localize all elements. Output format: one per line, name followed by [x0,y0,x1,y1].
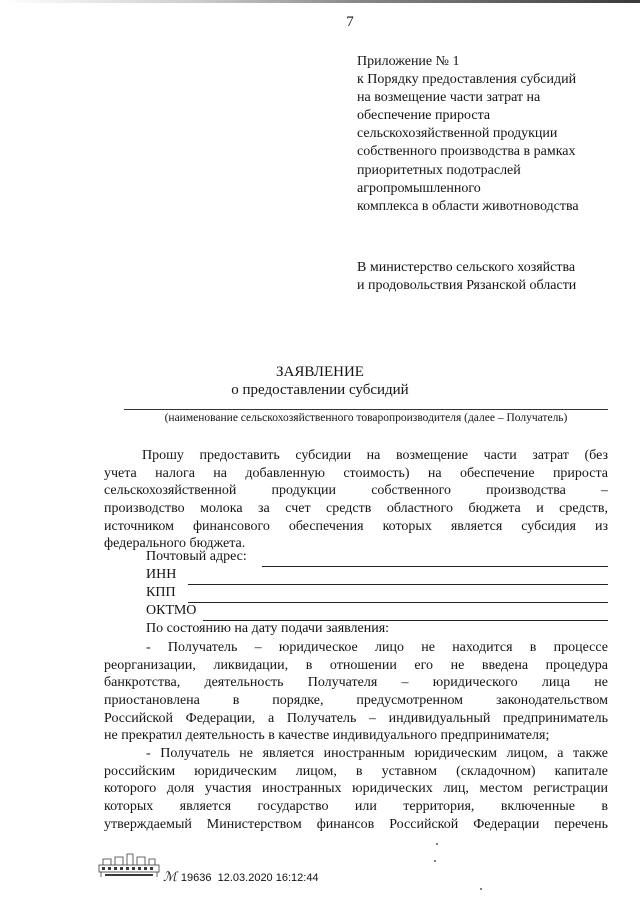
inn-input-line[interactable] [188,584,608,585]
condition-1-line: приостановлена в порядке, предусмотренном законодательством [104,693,608,709]
condition-1-line: реорганизации, ликвидации, в отношении его не введена процедура [104,657,608,673]
appendix-line: Приложение № 1 [357,54,460,69]
kpp-input-line[interactable] [188,602,608,603]
condition-1-line: не прекратил деятельность в качестве индивидуального предпринимателя; [104,728,550,744]
appendix-line: собственного производства в рамках [357,144,576,160]
condition-1-paragraph [104,639,608,745]
registration-timestamp: 12.03.2020 16:12:44 [217,872,319,884]
page-number: 7 [346,14,354,30]
request-line: федерального бюджета. [104,536,246,552]
status-intro: По состоянию на дату подачи заявления: [146,621,390,636]
postal-address-input-line[interactable] [262,566,608,567]
condition-1-line: банкротства, деятельность Получателя – юридического лица не [104,675,608,691]
condition-1-line: Российской Федерации, а Получатель – индивидуальный предприниматель [104,710,608,726]
oktmo-label: ОКТМО [146,603,197,618]
registry-stamp-icon [97,851,161,884]
condition-2-line: которого доля участия иностранных юридических лиц, местом регистрации [104,781,608,797]
registration-number: 19636 [180,872,212,884]
condition-2-line: - Получатель не является иностранным юридическим лицом, а также [146,746,608,761]
appendix-line: комплекса в области животноводства [357,198,579,214]
applicant-name-line [124,409,608,410]
appendix-line: приоритетных подотраслей [357,162,521,178]
appendix-block [357,53,627,216]
kpp-label: КПП [146,585,176,600]
appendix-line: обеспечение прироста [357,108,491,124]
appendix-line: на возмещение части затрат на [357,90,541,106]
applicant-name-caption: (наименование сельскохозяйственного товаропроизводителя (далее – Получатель) [164,412,568,424]
appendix-line: агропромышленного [357,180,481,196]
postal-address-label: Почтовый адрес: [146,549,247,564]
condition-2-paragraph [104,745,608,833]
registration-footer [163,869,319,885]
scan-speck [434,860,436,862]
request-line: источником финансового обеспечения которых является субсидия из [104,518,608,534]
document-title: ЗАЯВЛЕНИЕ [276,364,364,380]
appendix-line: к Порядку предоставления субсидий [357,72,577,88]
registration-mark: ℳ [163,869,177,884]
request-line: учета налога на добавленную стоимость) на обеспечение прироста [104,465,608,481]
addressee-line: В министерство сельского хозяйства [357,260,576,275]
scan-speck [480,888,482,890]
scan-speck [436,843,438,845]
request-line: производство молока за счет средств областного бюджета и средств, [104,501,608,517]
request-line: сельскохозяйственной продукции собственного производства – [104,483,608,499]
condition-2-line: российским юридическим лицом, в уставном (складочном) капитале [104,763,608,779]
condition-1-line: - Получатель – юридическое лицо не находится в процессе [146,640,608,655]
document-subtitle: о предоставлении субсидий [231,382,409,398]
appendix-line: сельскохозяйственной продукции [357,126,558,142]
addressee-line: и продовольствия Рязанской области [357,278,577,293]
condition-2-line: утверждаемый Министерством финансов Российской Федерации перечень [104,816,608,832]
addressee-block [357,259,627,295]
request-paragraph [104,447,608,553]
inn-label: ИНН [146,567,177,582]
request-line: Прошу предоставить субсидии на возмещение части затрат (без [142,448,608,463]
condition-2-line: которых является государство или территория, включенные в [104,799,608,815]
scan-top-edge [0,0,640,3]
